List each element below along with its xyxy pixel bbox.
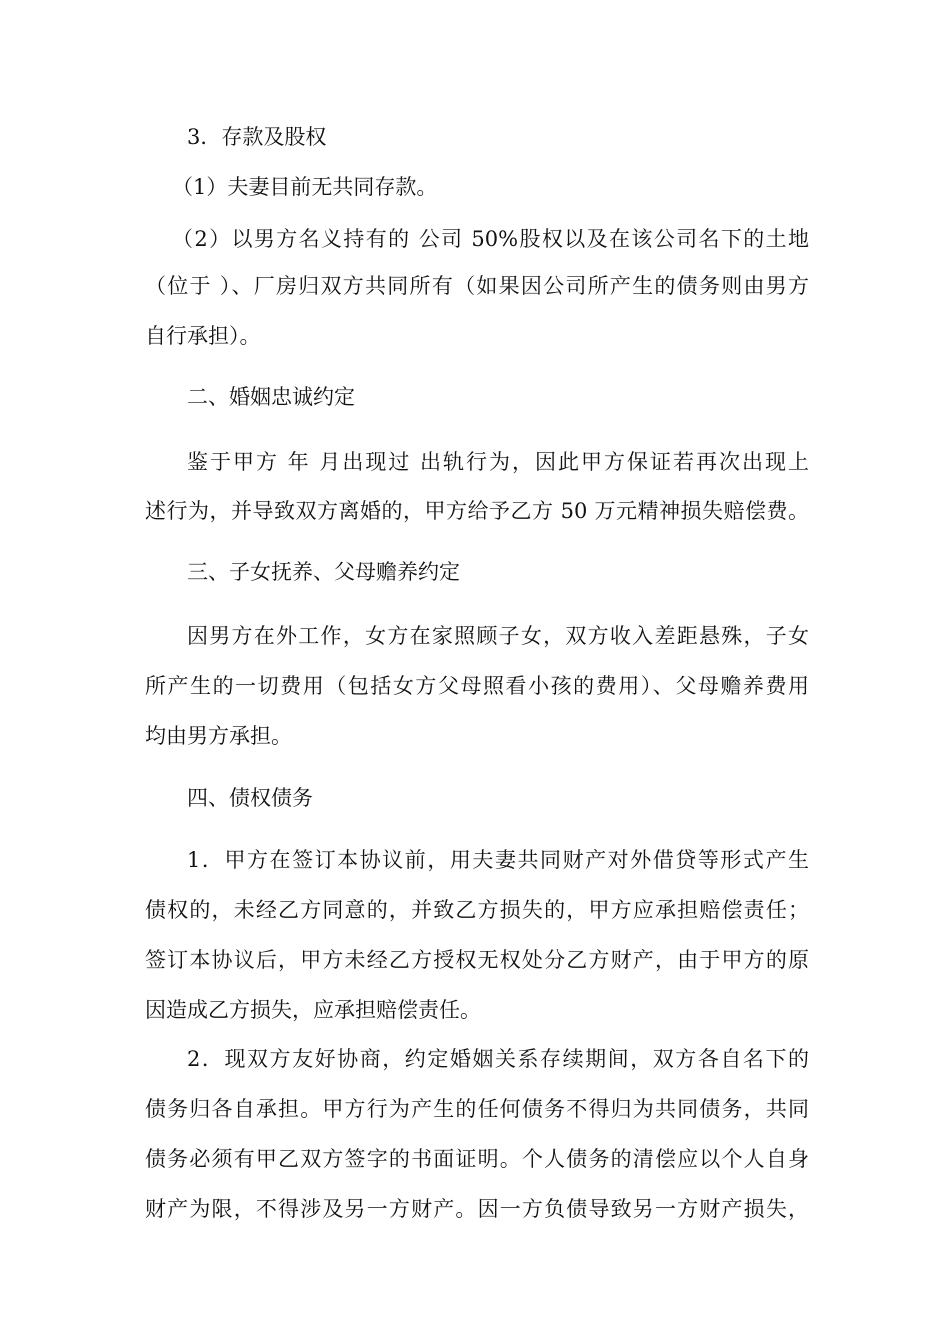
clause-equity-line-3: 自行承担）。 <box>145 324 261 348</box>
debts-clause-1-line-3: 签订本协议后，甲方未经乙方授权无权处分乙方财产，由于甲方的原 <box>145 948 809 972</box>
section-heading-fidelity: 二、婚姻忠诚约定 <box>187 385 355 409</box>
clause-equity-line-2: （位于 ）、厂房归双方共同所有（如果因公司所产生的债务则由男方 <box>145 274 809 298</box>
childcare-paragraph-line-3: 均由男方承担。 <box>145 724 292 748</box>
debts-clause-2-line-3: 债务必须有甲乙双方签字的书面证明。个人债务的清偿应以个人自身 <box>145 1147 809 1171</box>
debts-clause-2-line-4: 财产为限，不得涉及另一方财产。因一方负债导致另一方财产损失， <box>145 1197 809 1221</box>
clause-no-joint-deposit: （1）夫妻目前无共同存款。 <box>172 175 438 199</box>
section-heading-childcare-parents: 三、子女抚养、父母赡养约定 <box>187 560 460 584</box>
clause-equity-line-1: （2）以男方名义持有的 公司 50%股权以及在该公司名下的土地 <box>172 227 809 251</box>
fidelity-paragraph-line-2: 述行为，并导致双方离婚的，甲方给予乙方 50 万元精神损失赔偿费。 <box>145 499 809 523</box>
childcare-paragraph-line-1: 因男方在外工作，女方在家照顾子女，双方收入差距悬殊，子女 <box>187 624 809 648</box>
fidelity-paragraph-line-1: 鉴于甲方 年 月出现过 出轨行为，因此甲方保证若再次出现上 <box>187 450 809 474</box>
debts-clause-2-line-2: 债务归各自承担。甲方行为产生的任何债务不得归为共同债务，共同 <box>145 1097 809 1121</box>
debts-clause-1-line-1: 1．甲方在签订本协议前，用夫妻共同财产对外借贷等形式产生 <box>187 848 809 872</box>
debts-clause-1-line-4: 因造成乙方损失，应承担赔偿责任。 <box>145 998 481 1022</box>
debts-clause-2-line-1: 2．现双方友好协商，约定婚姻关系存续期间，双方各自名下的 <box>187 1047 809 1071</box>
section-heading-deposits-equity: 3．存款及股权 <box>187 125 327 149</box>
section-heading-debts: 四、债权债务 <box>187 786 313 810</box>
debts-clause-1-line-2: 债权的，未经乙方同意的，并致乙方损失的，甲方应承担赔偿责任； <box>145 898 809 922</box>
childcare-paragraph-line-2: 所产生的一切费用（包括女方父母照看小孩的费用）、父母赡养费用 <box>145 674 809 698</box>
